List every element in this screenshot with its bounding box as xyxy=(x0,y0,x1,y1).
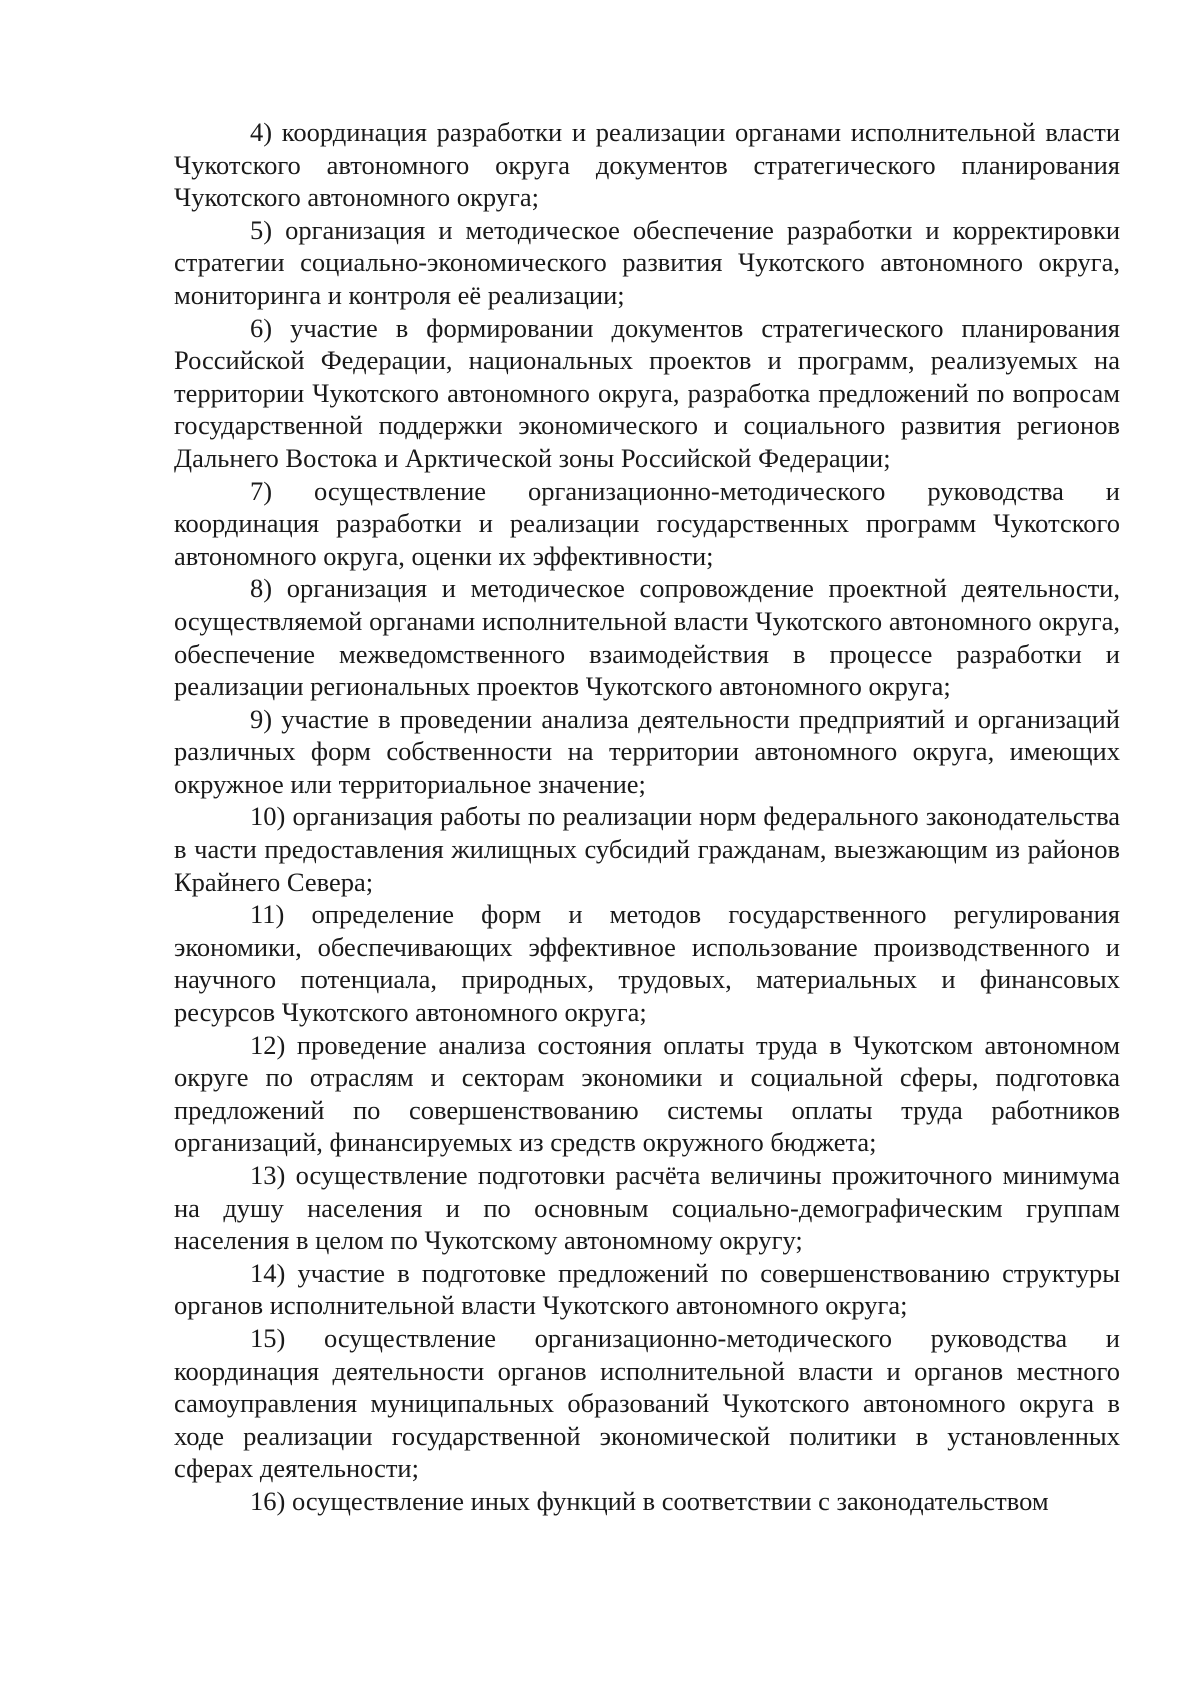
paragraph-item-4: 4) координация разработки и реализации органами исполнительной власти Чукотского автономного округа документов стратегического планирования Чукотского автономного округа; xyxy=(174,117,1120,213)
paragraph-item-5: 5) организация и методическое обеспечение разработки и корректировки стратегии социально-экономического развития Чукотского автономного округа, мониторинга и контроля её реализации; xyxy=(174,214,1120,310)
paragraph-item-8: 8) организация и методическое сопровождение проектной деятельности, осуществляемой органами исполнительной власти Чукотского автономного округа, обеспечение межведомственного взаимодействия в процессе разработки и реализации региональных проектов Чукотского автономного округа; xyxy=(174,573,1120,702)
paragraph-item-11: 11) определение форм и методов государственного регулирования экономики, обеспечивающих эффективное использование производственного и научного потенциала, природных, трудовых, материальных и финансовых ресурсов Чукотского автономного округа; xyxy=(174,899,1120,1028)
paragraph-item-16: 16) осуществление иных функций в соответствии с законодательством xyxy=(250,1485,1049,1516)
paragraph-item-6: 6) участие в формировании документов стратегического планирования Российской Федерации, национальных проектов и программ, реализуемых на территории Чукотского автономного округа, разработка предложений по вопросам государственной поддержки экономического и социального развития регионов Дальнего Востока и Арктической зоны Российской Федерации; xyxy=(174,312,1120,473)
paragraph-item-12: 12) проведение анализа состояния оплаты труда в Чукотском автономном округе по отраслям и секторам экономики и социальной сферы, подготовка предложений по совершенствованию системы оплаты труда работников организаций, финансируемых из средств окружного бюджета; xyxy=(174,1029,1120,1158)
paragraph-item-9: 9) участие в проведении анализа деятельности предприятий и организаций различных форм собственности на территории автономного округа, имеющих окружное или территориальное значение; xyxy=(174,703,1120,799)
paragraph-item-10: 10) организация работы по реализации норм федерального законодательства в части предоставления жилищных субсидий гражданам, выезжающим из районов Крайнего Севера; xyxy=(174,801,1120,897)
paragraph-item-7: 7) осуществление организационно-методического руководства и координация разработки и реализации государственных программ Чукотского автономного округа, оценки их эффективности; xyxy=(174,475,1120,571)
paragraph-item-13: 13) осуществление подготовки расчёта величины прожиточного минимума на душу населения и по основным социально-демографическим группам населения в целом по Чукотскому автономному округу; xyxy=(174,1160,1120,1256)
document-body xyxy=(174,116,1120,1518)
paragraph-item-14: 14) участие в подготовке предложений по совершенствованию структуры органов исполнительной власти Чукотского автономного округа; xyxy=(174,1257,1120,1321)
paragraph-item-15: 15) осуществление организационно-методического руководства и координация деятельности органов исполнительной власти и органов местного самоуправления муниципальных образований Чукотского автономного округа в ходе реализации государственной экономической политики в установленных сферах деятельности; xyxy=(174,1322,1120,1484)
